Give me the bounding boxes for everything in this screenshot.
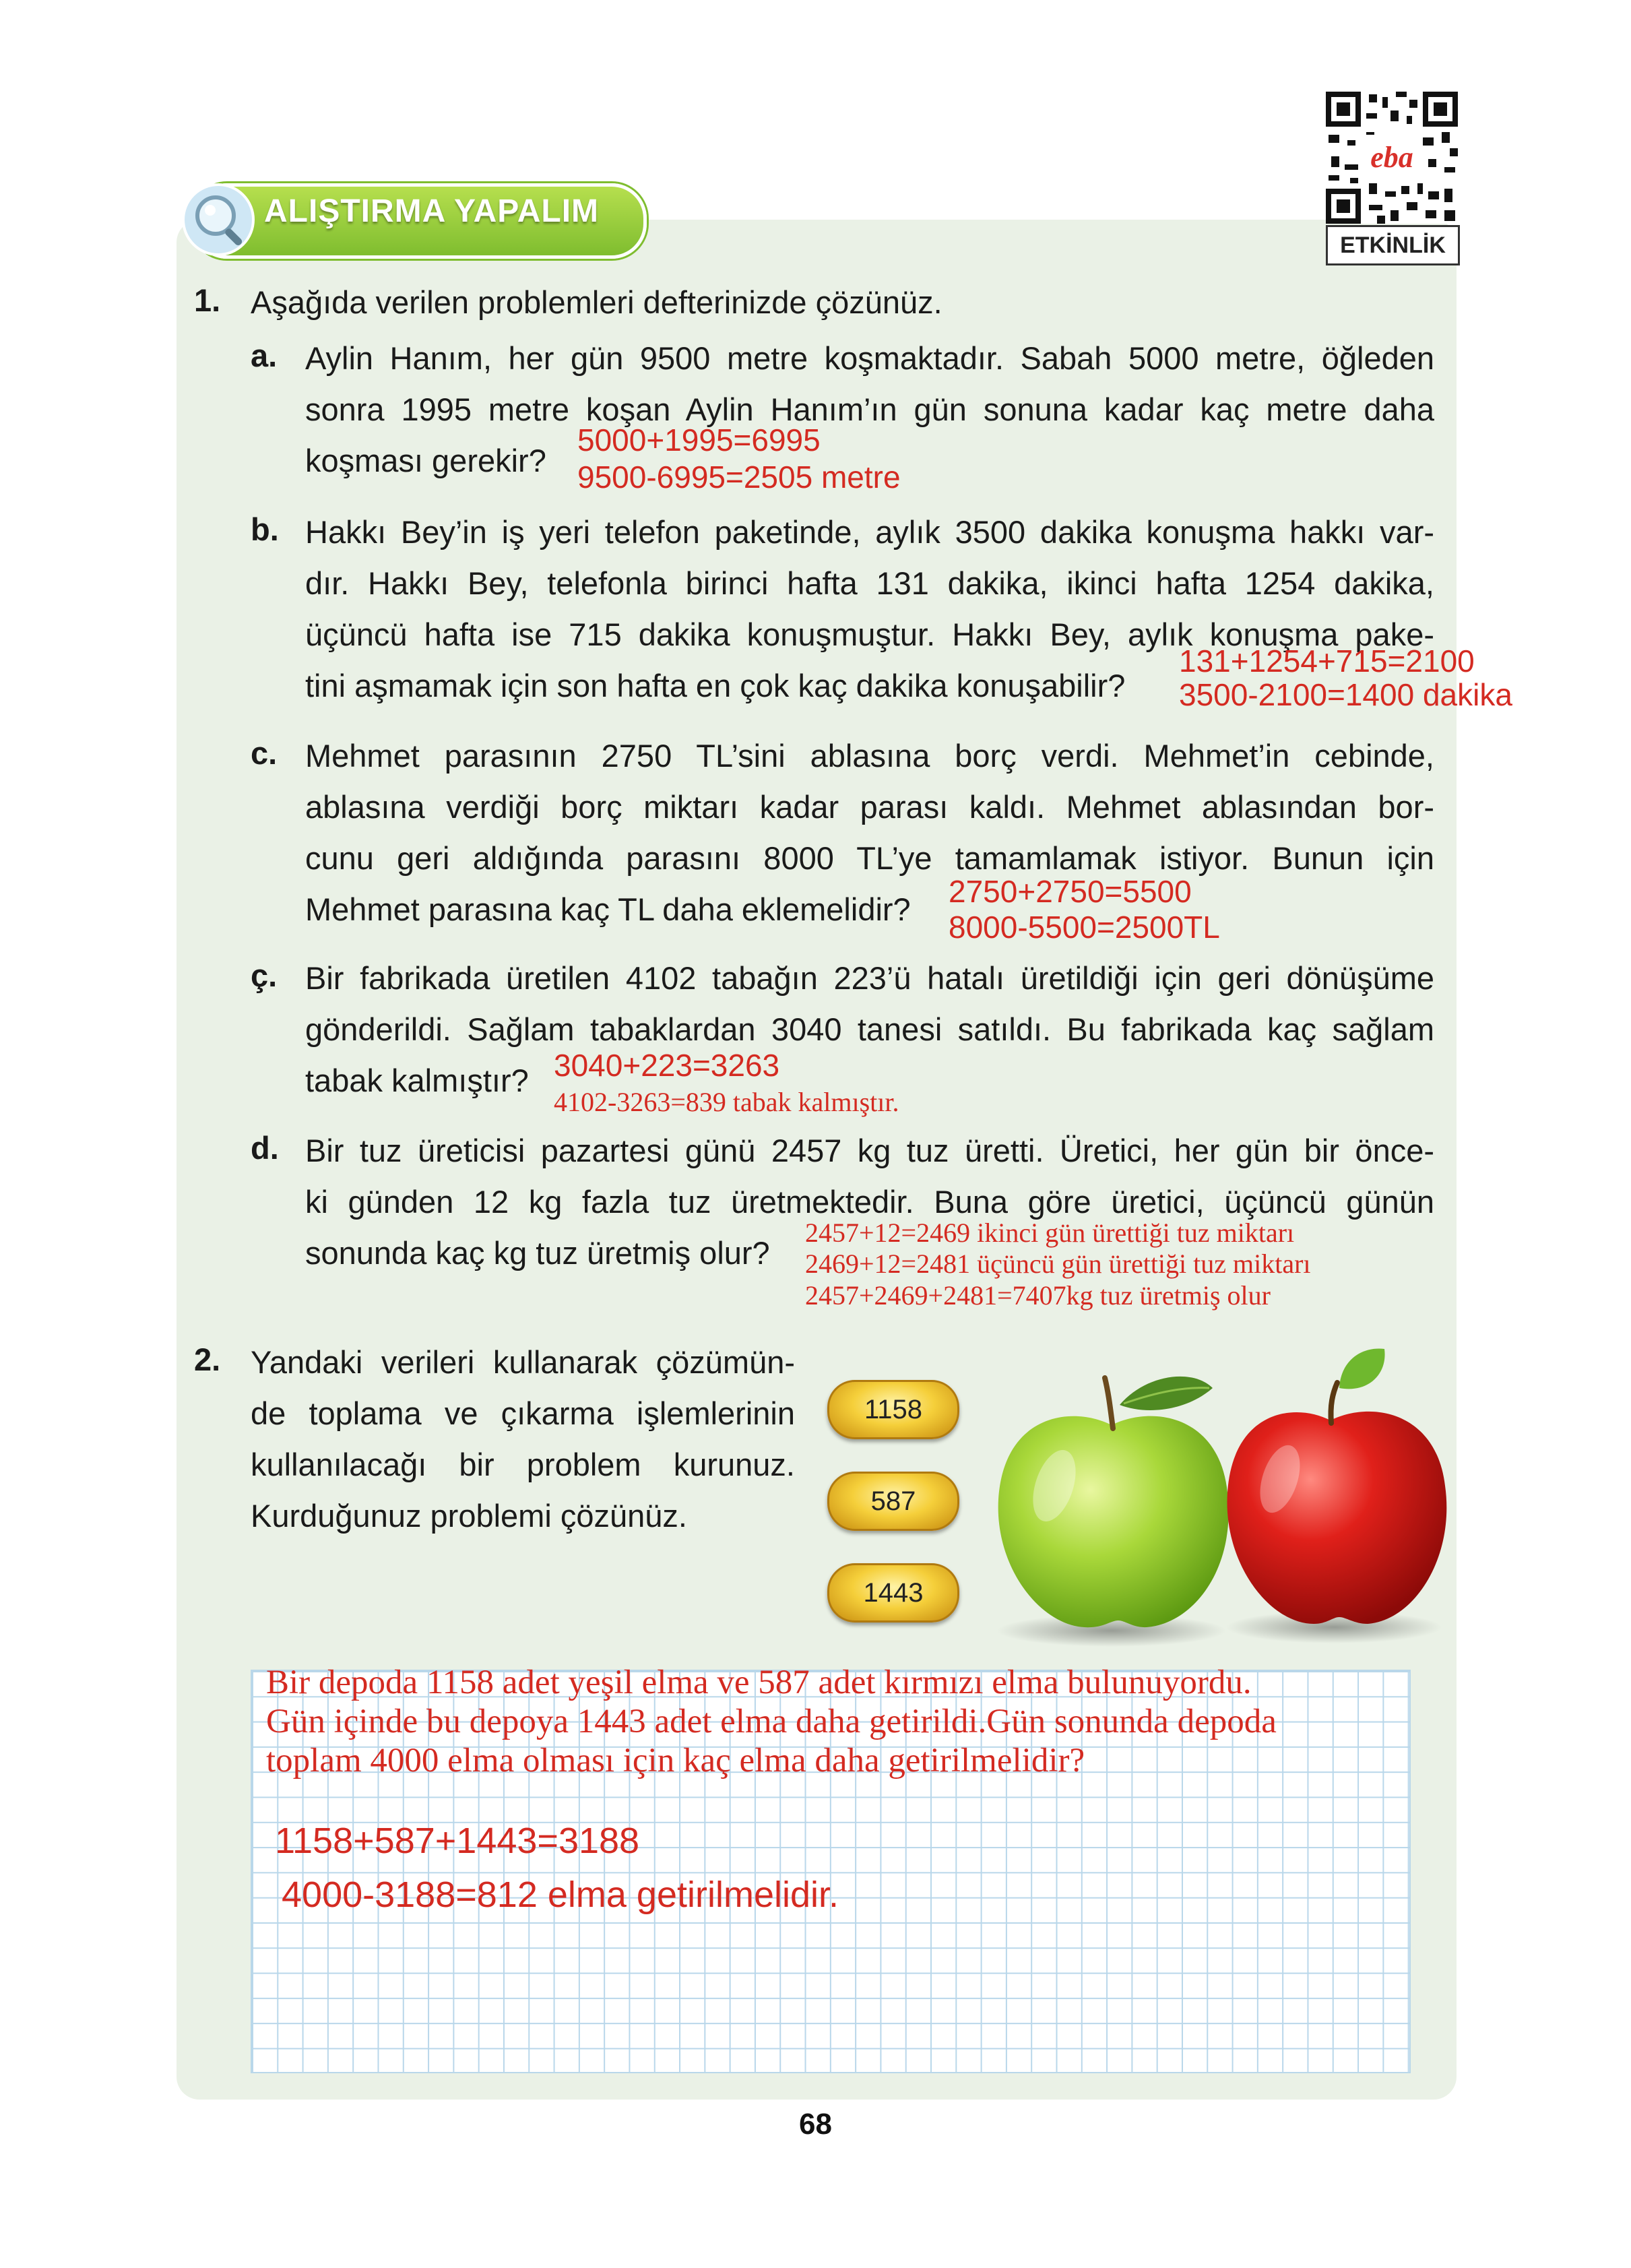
item-c-line: ablasına verdiği borç miktarı kadar parası kaldı. Mehmet ablasından bor- [305, 789, 1434, 825]
etkinlik-badge: ETKİNLİK [1326, 225, 1460, 265]
item-b-line: tini aşmamak için son hafta en çok kaç dakika konuşabilir? [305, 668, 1126, 703]
item-c-line: cunu geri aldığında parasını 8000 TL’ye tamamlamak istiyor. Bunun için [305, 840, 1434, 876]
item-b-line: Hakkı Bey’in iş yeri telefon paketinde, aylık 3500 dakika konuşma hakkı var- [305, 514, 1434, 550]
number-pill: 1158 [827, 1380, 959, 1439]
item-cc-line: gönderildi. Sağlam tabaklardan 3040 tanesi satıldı. Bu fabrikada kaç sağlam [305, 1011, 1434, 1047]
item-cc-line: tabak kalmıştır? [305, 1063, 529, 1098]
item-label-a: a. [251, 338, 278, 373]
qr-code-icon[interactable] [1326, 92, 1458, 224]
page-number: 68 [799, 2108, 832, 2141]
item-a-line: sonra 1995 metre koşan Aylin Hanım’ın gün sonuna kadar kaç metre daha [305, 391, 1434, 427]
answer-problem-line: toplam 4000 elma olması için kaç elma daha getirilmelidir? [266, 1742, 1085, 1779]
q2-line: Kurduğunuz problemi çözünüz. [251, 1498, 687, 1534]
answer-problem-line: Gün içinde bu depoya 1443 adet elma daha getirildi.Gün sonunda depoda [266, 1703, 1277, 1740]
answer-cc-step: 3040+223=3263 [554, 1048, 780, 1083]
item-label-d: d. [251, 1130, 279, 1166]
item-a-line: Aylin Hanım, her gün 9500 metre koşmaktadır. Sabah 5000 metre, öğleden [305, 340, 1434, 376]
green-apple-icon [998, 1377, 1229, 1627]
red-apple-icon [1227, 1349, 1447, 1624]
answer-a-step: 9500-6995=2505 metre [577, 460, 901, 495]
item-b-line: dır. Hakkı Bey, telefonla birinci hafta 131 dakika, ikinci hafta 1254 dakika, [305, 565, 1434, 601]
item-a-line: koşması gerekir? [305, 443, 546, 478]
item-c-line: Mehmet parasına kaç TL daha eklemelidir? [305, 891, 911, 927]
qr-logo-text: eba [1370, 141, 1413, 174]
question-number: 1. [194, 282, 221, 318]
item-label-b: b. [251, 511, 279, 547]
q2-line: de toplama ve çıkarma işlemlerinin [251, 1395, 795, 1431]
number-pill: 587 [827, 1472, 959, 1531]
answer-cc-step: 4102-3263=839 tabak kalmıştır. [554, 1087, 899, 1117]
q2-line: kullanılacağı bir problem kurunuz. [251, 1447, 795, 1482]
item-c-line: Mehmet parasının 2750 TL’sini ablasına borç verdi. Mehmet’in cebinde, [305, 738, 1434, 774]
answer-c-step: 8000-5500=2500TL [949, 910, 1220, 945]
answer-d-step: 2457+12=2469 ikinci gün ürettiği tuz miktarı [805, 1218, 1295, 1248]
answer-solution-line: 4000-3188=812 elma getirilmelidir. [282, 1875, 839, 1915]
q2-line: Yandaki verileri kullanarak çözümün- [251, 1344, 795, 1380]
section-title: ALIŞTIRMA YAPALIM [264, 193, 600, 229]
answer-b-step: 131+1254+715=2100 [1179, 643, 1475, 679]
apples-illustration [990, 1341, 1448, 1651]
item-label-cc: ç. [251, 957, 278, 993]
item-d-line: Bir tuz üreticisi pazartesi günü 2457 kg tuz üretti. Üretici, her gün bir önce- [305, 1133, 1434, 1168]
answer-b-step: 3500-2100=1400 dakika [1179, 677, 1512, 712]
answer-c-step: 2750+2750=5500 [949, 874, 1192, 909]
answer-a-step: 5000+1995=6995 [577, 422, 821, 458]
answer-solution-line: 1158+587+1443=3188 [275, 1821, 640, 1861]
answer-problem-line: Bir depoda 1158 adet yeşil elma ve 587 adet kırmızı elma bulunuyordu. [266, 1664, 1252, 1701]
number-pill: 1443 [827, 1563, 959, 1623]
item-label-c: c. [251, 735, 278, 771]
item-cc-line: Bir fabrikada üretilen 4102 tabağın 223’ü hatalı üretildiği için geri dönüşüme [305, 960, 1434, 996]
answer-d-step: 2469+12=2481 üçüncü gün ürettiği tuz miktarı [805, 1249, 1311, 1279]
item-d-line: ki günden 12 kg fazla tuz üretmektedir. Buna göre üretici, üçüncü günün [305, 1184, 1434, 1220]
item-b-line: üçüncü hafta ise 715 dakika konuşmuştur. Hakkı Bey, aylık konuşma pake- [305, 617, 1434, 652]
question-number: 2. [194, 1342, 221, 1377]
question-prompt: Aşağıda verilen problemleri defterinizde çözünüz. [251, 284, 942, 320]
answer-d-step: 2457+2469+2481=7407kg tuz üretmiş olur [805, 1280, 1271, 1311]
item-d-line: sonunda kaç kg tuz üretmiş olur? [305, 1235, 770, 1271]
magnifier-icon [181, 182, 260, 261]
